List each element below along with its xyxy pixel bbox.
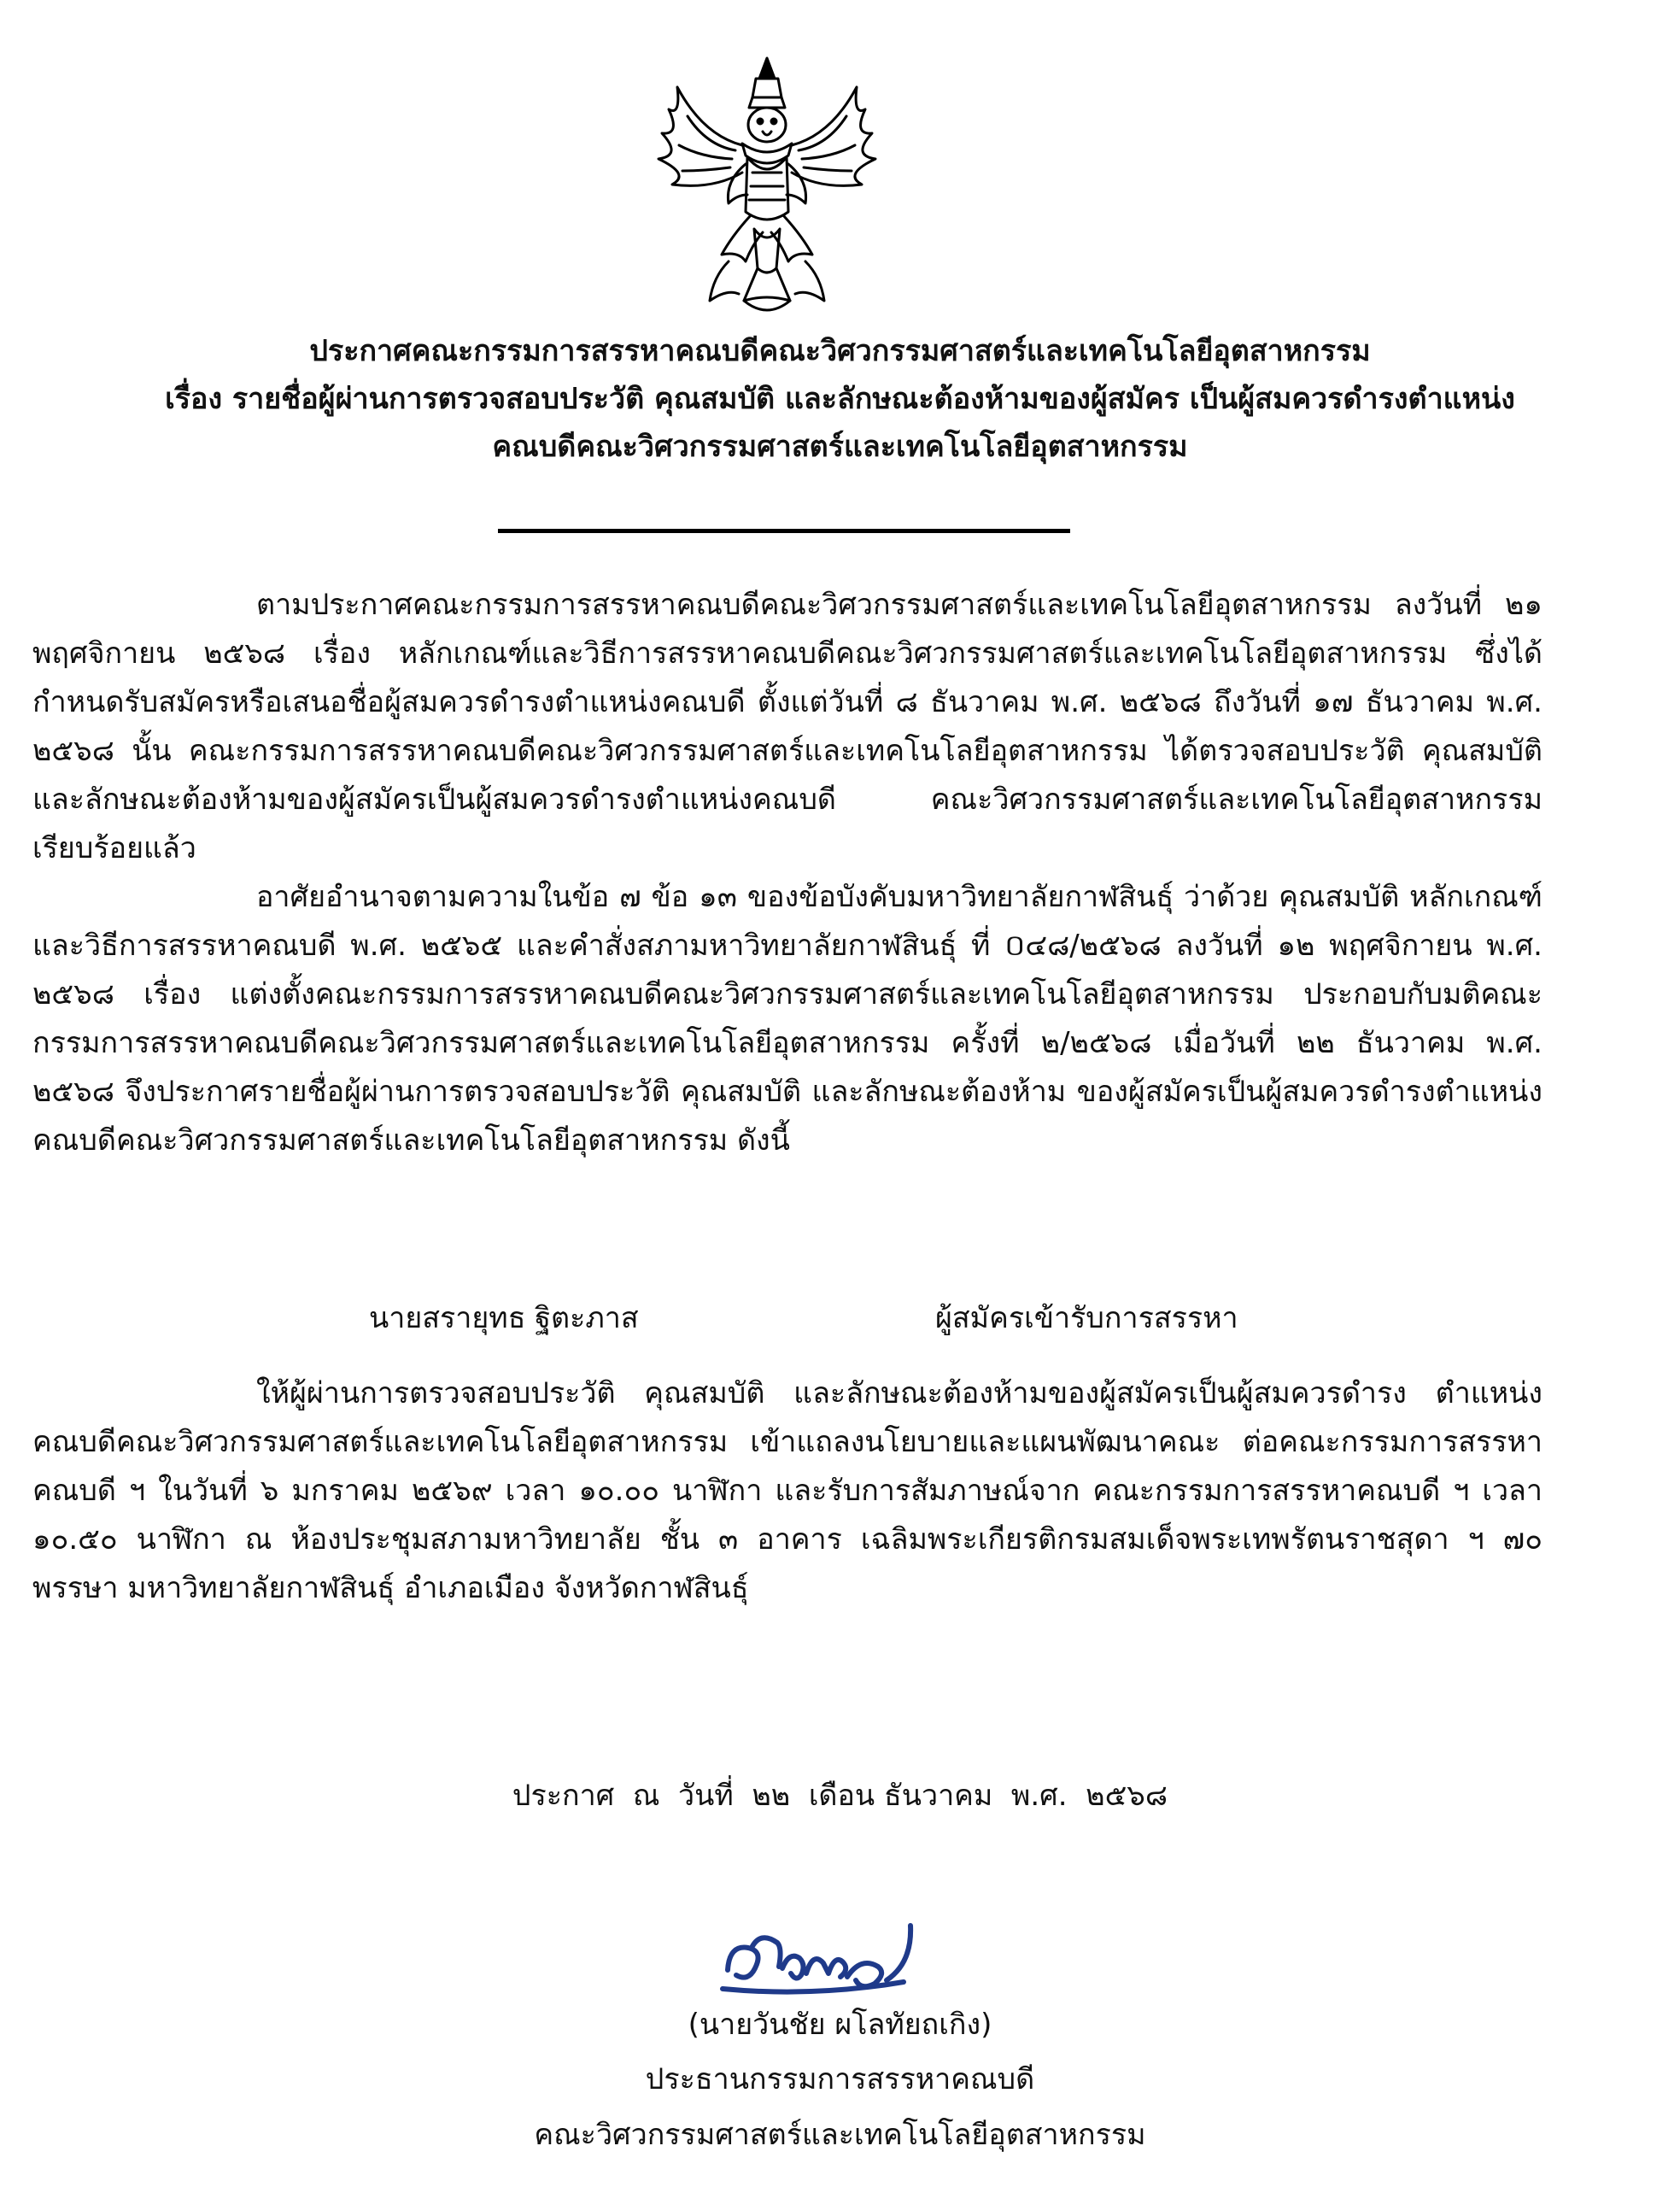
candidate-status: ผู้สมัครเข้ารับการสรรหา [935,1301,1238,1335]
announcement-title [34,327,1646,471]
title-divider [498,529,1070,533]
title-line-1: ประกาศคณะกรรมการสรรหาคณบดีคณะวิศวกรรมศาสตร์และเทคโนโลยีอุตสาหกรรม [309,334,1371,368]
title-line-3: คณบดีคณะวิศวกรรมศาสตร์และเทคโนโลยีอุตสาหกรรม [492,430,1188,464]
announcement-body [32,581,1542,1165]
signer-faculty: คณะวิศวกรรมศาสตร์และเทคโนโลยีอุตสาหกรรม [534,2118,1146,2152]
announcement-date-text: ประกาศ ณ วันที่ ๒๒ เดือน ธันวาคม พ.ศ. ๒๕๖๘ [512,1779,1168,1813]
signature-icon [711,1914,933,2008]
garuda-emblem-icon [643,53,891,326]
signer-name: (นายวันชัย ผโลทัยถเกิง) [688,2008,992,2042]
paragraph-2: อาศัยอำนาจตามความในข้อ ๗ ข้อ ๑๓ ของข้อบังคับมหาวิทยาลัยกาฬสินธุ์ ว่าด้วย คุณสมบัติ หลักเกณฑ์ และวิธีการสรรหาคณบดี พ.ศ. ๒๕๖๕ และคำสั่งสภามหาวิทยาลัยกาฬสินธุ์ ที่ ០๔๘/๒๕๖๘ ลงวันที่ ๑๒ พฤศจิกายน พ.ศ. ๒๕๖๘ เรื่อง แต่งตั้งคณะกรรมการสรรหาคณบดีคณะวิศวกรรมศาสตร์และเทคโนโลยีอุตสาหกรรม ประกอบกับมติคณะกรรมการสรรหาคณบดีคณะวิศวกรรมศาสตร์และเทคโนโลยีอุตสาหกรรม ครั้งที่ ๒/๒๕๖๘ เมื่อวันที่ ๒๒ ธันวาคม พ.ศ. ๒๕๖๘ จึงประกาศรายชื่อผู้ผ่านการตรวจสอบประวัติ คุณสมบัติ และลักษณะต้องห้าม ของผู้สมัครเป็นผู้สมควรดำรงตำแหน่งคณบดีคณะวิศวกรรมศาสตร์และเทคโนโลยีอุตสาหกรรม ดังนี้ [32,880,1542,1158]
candidate-name: นายสรายุทธ ฐิตะภาส [369,1301,639,1335]
paragraph-3: ให้ผู้ผ่านการตรวจสอบประวัติ คุณสมบัติ และลักษณะต้องห้ามของผู้สมัครเป็นผู้สมควรดำรง ตำแหน่งคณบดีคณะวิศวกรรมศาสตร์และเทคโนโลยีอุตสาหกรรม เข้าแถลงนโยบายและแผนพัฒนาคณะ ต่อคณะกรรมการสรรหาคณบดี ฯ ในวันที่ ๖ มกราคม ๒๕๖๙ เวลา ๑๐.๐๐ นาฬิกา และรับการสัมภาษณ์จาก คณะกรรมการสรรหาคณบดี ฯ เวลา ๑๐.๕๐ นาฬิกา ณ ห้องประชุมสภามหาวิทยาลัย ชั้น ๓ อาคาร เฉลิมพระเกียรติกรมสมเด็จพระเทพรัตนราชสุดา ฯ ๗๐ พรรษา มหาวิทยาลัยกาฬสินธุ์ อำเภอเมือง จังหวัดกาฬสินธุ์ [32,1376,1542,1605]
title-line-2: เรื่อง รายชื่อผู้ผ่านการตรวจสอบประวัติ คุณสมบัติ และลักษณะต้องห้ามของผู้สมัคร เป็นผู้สมควรดำรงตำแหน่ง [165,382,1515,416]
paragraph-1: ตามประกาศคณะกรรมการสรรหาคณบดีคณะวิศวกรรมศาสตร์และเทคโนโลยีอุตสาหกรรม ลงวันที่ ๒๑ พฤศจิกายน ๒๕๖๘ เรื่อง หลักเกณฑ์และวิธีการสรรหาคณบดีคณะวิศวกรรมศาสตร์และเทคโนโลยีอุตสาหกรรม ซึ่งได้กำหนดรับสมัครหรือเสนอชื่อผู้สมควรดำรงตำแหน่งคณบดี ตั้งแต่วันที่ ๘ ธันวาคม พ.ศ. ๒๕๖๘ ถึงวันที่ ๑๗ ธันวาคม พ.ศ. ๒๕๖๘ นั้น คณะกรรมการสรรหาคณบดีคณะวิศวกรรมศาสตร์และเทคโนโลยีอุตสาหกรรม ได้ตรวจสอบประวัติ คุณสมบัติ และลักษณะต้องห้ามของผู้สมัครเป็นผู้สมควรดำรงตำแหน่งคณบดี คณะวิศวกรรมศาสตร์และเทคโนโลยีอุตสาหกรรมเรียบร้อยแล้ว [32,588,1542,865]
announcement-body-continued [32,1369,1542,1613]
candidate-row [0,1293,1680,1344]
announcement-date [0,1770,1680,1821]
signer-title: ประธานกรรมการสรรหาคณบดี [645,2062,1035,2096]
